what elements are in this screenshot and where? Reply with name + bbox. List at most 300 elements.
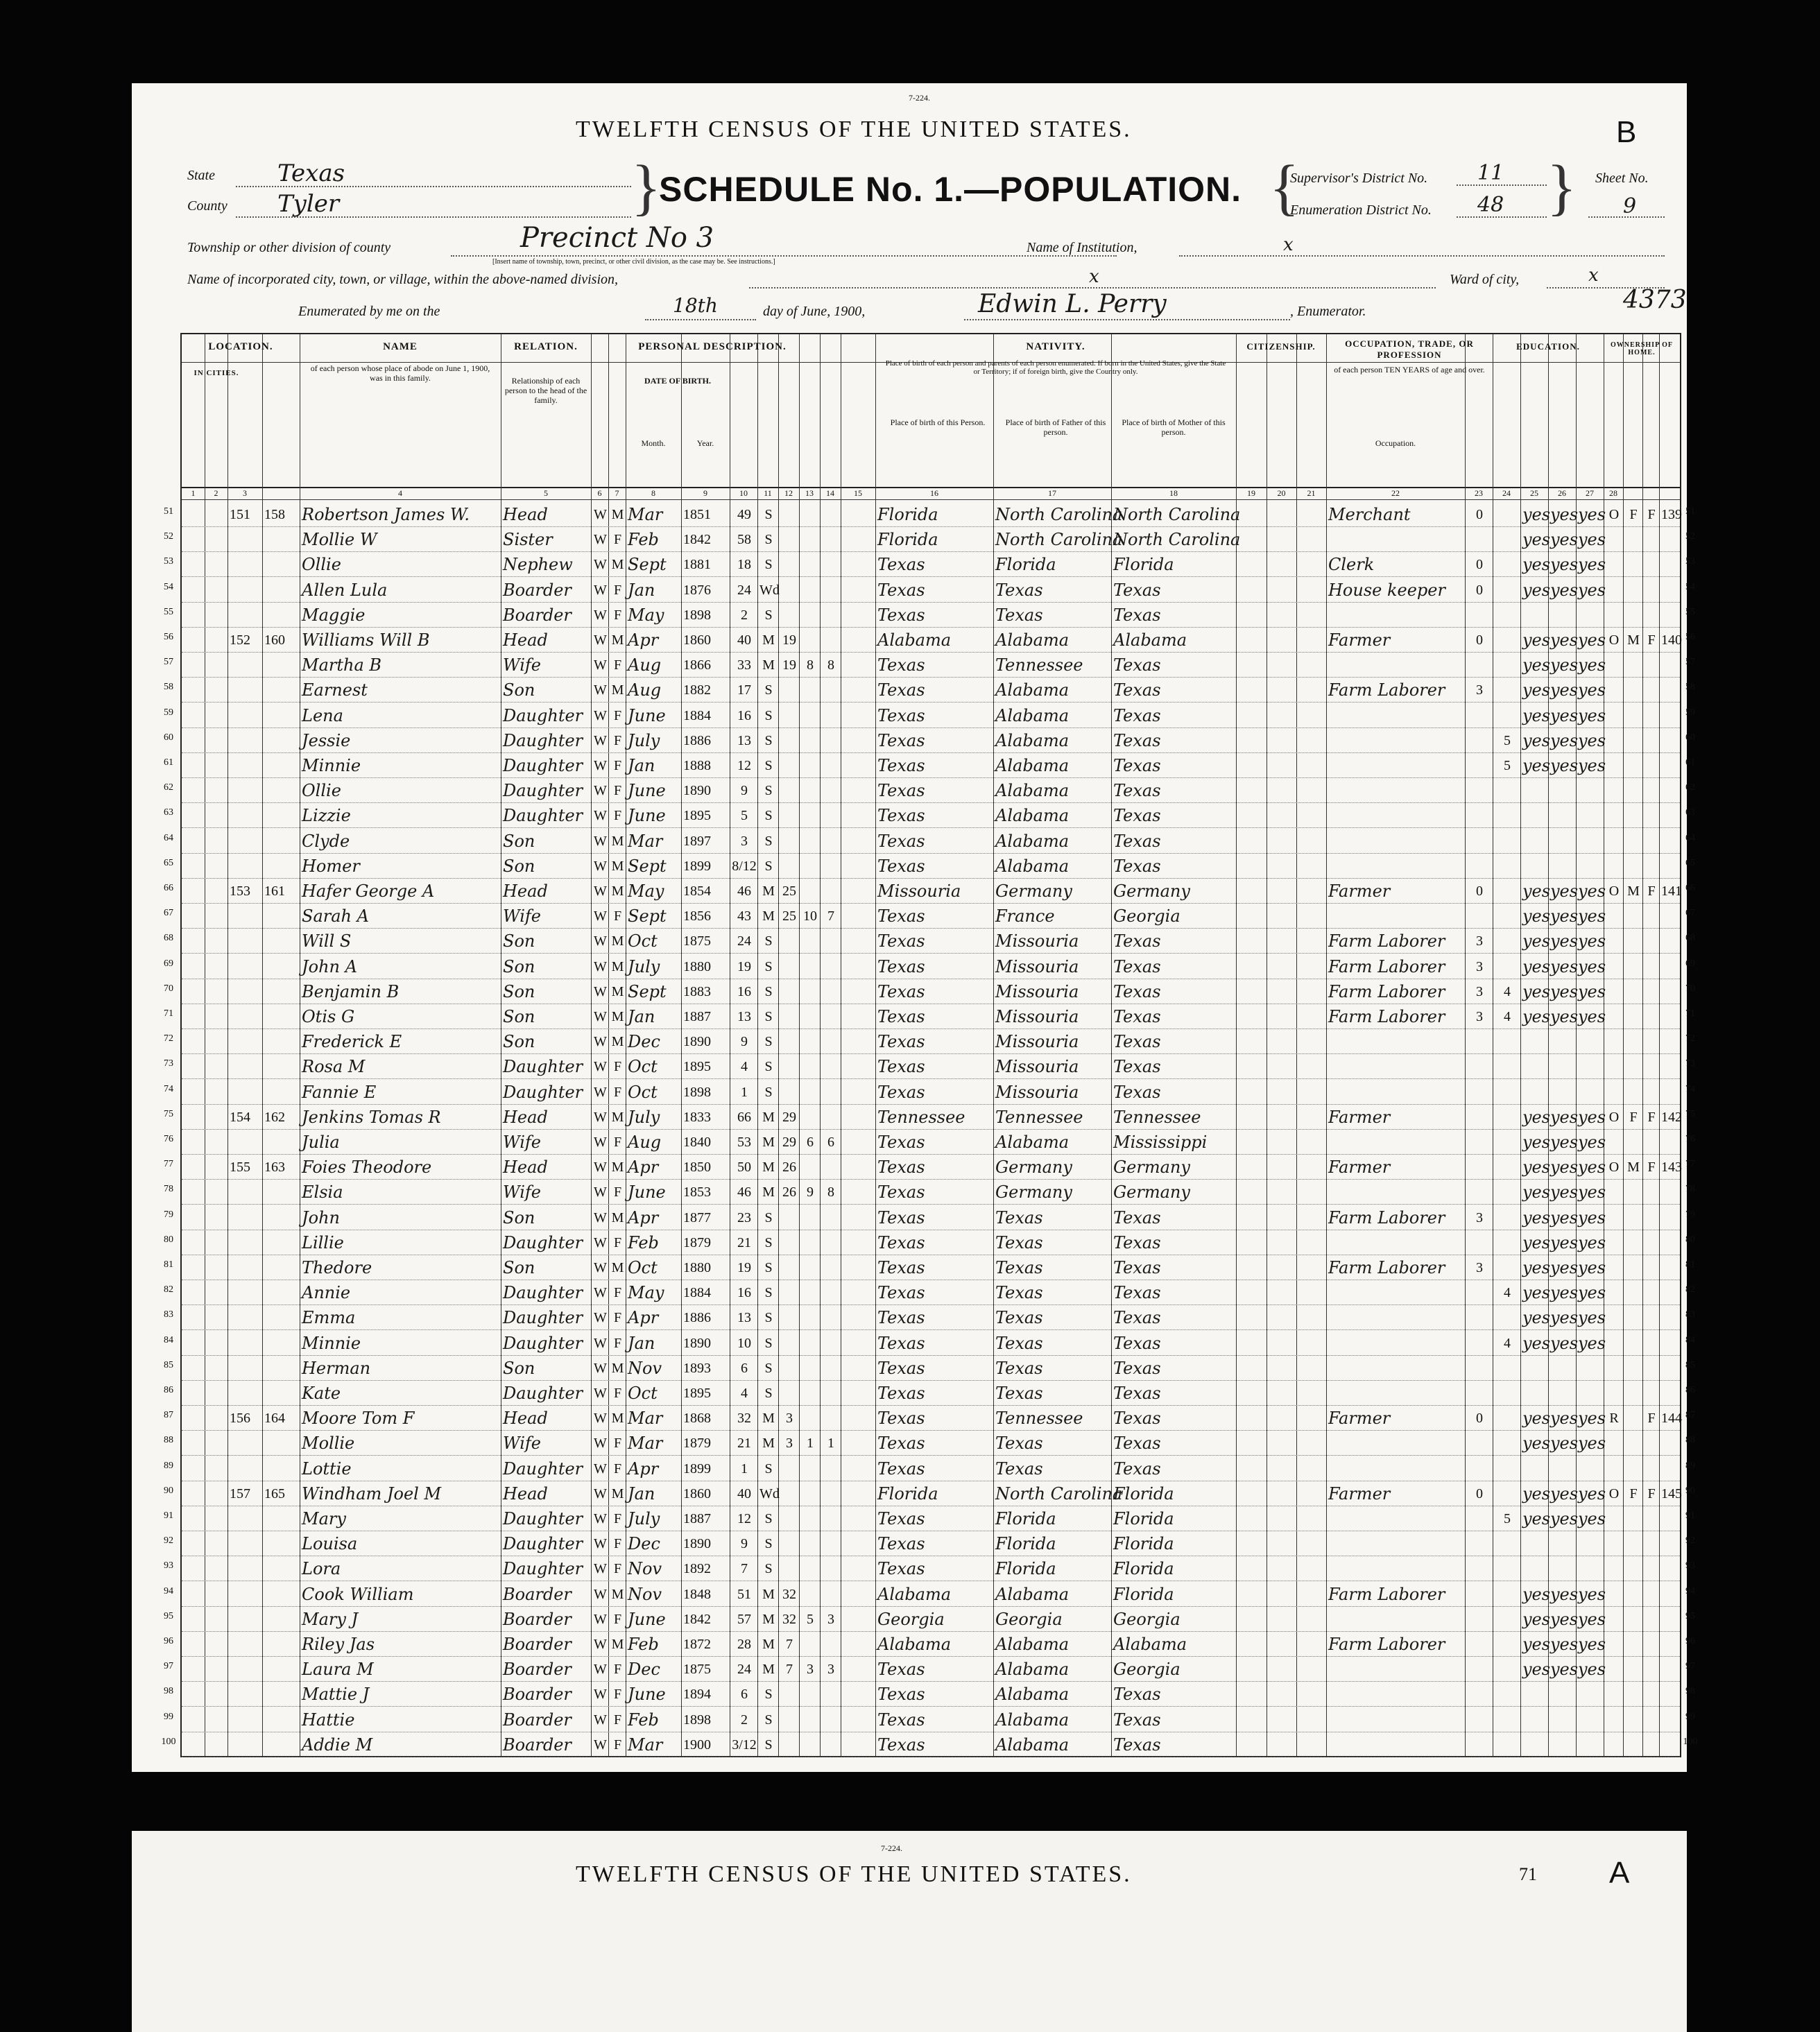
school-cell: 4 [1504,1285,1511,1301]
sex-cell: F [613,1536,622,1552]
month-cell: Mar [628,1734,663,1755]
birth-cell: Texas [877,856,925,876]
occupation-cell: Clerk [1328,555,1375,575]
line-number: 74 [1685,1083,1695,1094]
line-number: 79 [1685,1209,1695,1220]
children-living-cell: 1 [827,1436,834,1452]
age-cell: 9 [741,783,748,799]
population-table [180,333,1681,1757]
month-cell: July [628,730,660,750]
line-number: 90 [1685,1485,1695,1496]
name-description: of each person whose place of abode on June 1, 1900, was in this family. [310,363,490,383]
read-cell: yes [1522,1333,1551,1353]
color-cell: W [594,1687,607,1703]
children-living-cell: 3 [827,1662,834,1678]
read-cell: yes [1522,1635,1551,1654]
line-number: 64 [1685,832,1695,843]
father-birth-cell: Texas [995,1308,1043,1328]
father-birth-cell: Alabama [995,756,1070,775]
occupation-cell: Merchant [1328,505,1411,524]
birth-cell: Texas [877,1333,925,1353]
month-cell: June [628,1685,666,1705]
year-cell: 1895 [683,808,711,824]
read-cell: yes [1522,505,1551,524]
english-cell: yes [1578,956,1606,976]
month-cell: Feb [628,1635,659,1654]
year-cell: 1842 [683,1611,711,1627]
year-cell: 1900 [683,1737,711,1753]
line-number: 76 [1685,1134,1695,1144]
english-cell: yes [1578,655,1606,675]
line-number: 52 [1685,531,1695,542]
marital-cell: S [764,1335,773,1351]
school-cell: 5 [1504,758,1511,773]
read-cell: yes [1522,1308,1551,1328]
relation-cell: Daughter [503,806,583,826]
month-cell: Nov [628,1358,662,1378]
line-number: 63 [164,807,173,818]
year-cell: 1876 [683,582,711,598]
line-number: 87 [164,1410,173,1421]
month-cell: Sept [628,856,667,876]
year-cell: 1890 [683,1536,711,1552]
color-cell: W [594,532,607,548]
line-number: 80 [164,1234,173,1245]
table-row [182,526,1680,552]
column-number: 11 [764,488,772,498]
relation-cell: Son [503,1032,535,1052]
occupation-header: OCCUPATION, TRADE, OR PROFESSION [1345,338,1474,360]
father-birth-cell: Texas [995,1333,1043,1353]
line-number: 51 [1685,506,1695,517]
relation-cell: Head [503,505,548,524]
mother-birth-cell: Texas [1113,730,1161,750]
year-cell: 1893 [683,1360,711,1376]
table-row [182,576,1680,603]
name-cell: Sarah A [302,906,369,927]
table-row [182,551,1680,577]
years-married-cell: 19 [782,657,796,673]
english-cell: yes [1578,1483,1606,1504]
line-number: 67 [1685,908,1695,919]
marital-cell: S [764,1009,773,1024]
years-married-cell: 29 [782,1135,796,1150]
name-cell: Robertson James W. [302,505,470,524]
location-header: LOCATION. [208,341,273,352]
relation-cell: Daughter [503,1082,583,1102]
line-number: 91 [1685,1510,1695,1521]
write-cell: yes [1550,756,1579,775]
read-cell: yes [1522,1283,1551,1303]
month-cell: June [628,781,666,801]
year-cell: 1887 [683,1009,711,1024]
marital-cell: S [764,707,773,723]
mother-birth-cell: North Carolina [1113,505,1241,524]
sex-cell: M [611,1160,624,1176]
enum-district-label: Enumeration District No. [1290,203,1432,218]
family-cell: 165 [264,1486,285,1501]
father-birth-cell: Alabama [995,831,1070,851]
age-cell: 16 [737,707,751,723]
color-cell: W [594,758,607,773]
marital-cell: S [764,1561,773,1577]
census-sheet: 7-224. TWELFTH CENSUS OF THE UNITED STATES. B State Texas County Tyler } SCHEDULE No. 1.—POPULATION. { Supervisor's District No. 11 Enumeration District No. 48 } Sheet No. 9 Township or other division of county Precinct No 3 [Insert name of township, town, precinct, or other civil division, as the case may be. See instructions.] Name of Institution, x Name of incorporated city, town, or village, within the above-named division, x Ward of city, x Enumerated by me on the 18th day of June, 1900, Edwin L. Perry , Enumerator. 4373 LOCATION. IN CITIES. NAME of each person whose place of abode on June 1, 1900, was in this family. RELATION. Relationship of each person to the head of the family. PERSONAL DESCRIPTION. DATE OF BIRTH. Month. Year. NATIVITY. Place of birth of each person and parents of each person enumerated. If born in the United States, give the State or Territory; if of foreign birth, give the Country only. Place of birth of this Person. Place of birth of Father of this person. Place of birth of Mother of this person. CITIZENSHIP. OCCUPATION, TRADE, OR PROFESSION of each person TEN YEARS of age and over. Occupation. EDUCATION. OWNERSHIP OF HOME. 1 2 3 4 5 6 7 8 9 10 11 12 13 14 15 16 17 18 19 20 21 22 23 24 25 26 27 28 151 158 Robertson James W. Head W M Mar 1851 49 S Florida North Carolina North Carolina Merchant 0 yes yes yes O F F 139 Mollie W Sister W F Feb 1842 58 S Florida North Carolina North Carolina yes yes yes Ollie Nephew W M Sept 1881 18 S Texas Florida Florida Clerk 0 yes yes yes Allen Lula Boarder W F Jan 1876 24 Wd Texas Texas Texas House keeper 0 yes yes yes Maggie Boarder W F May 1898 2 S Texas Texas Texas 152 160 Williams Will B Head W M Apr 1860 40 M 19 Alabama Alabama Alabama Farmer 0 yes yes yes O M F 140 Martha B Wife W F Aug 1866 33 M 19 8 8 Texas Tennessee Texas yes yes yes Earnest Son W M Aug 1882 17 S Texas Alabama Texas Farm Laborer 3 yes yes yes Lena Daughter W F June 1884 16 S Texas Alabama Texas yes yes yes Jessie Daughter W F July 1886 13 S Texas Alabama Texas 5 yes yes yes Minnie Daughter W F Jan 1888 12 S Texas Alabama Texas 5 yes yes yes Ollie Daughter W F June 1890 9 S Texas Alabama Texas Lizzie Daughter W F June 1895 5 S Texas Alabama Texas Clyde Son W M Mar 1897 3 S Texas Alabama Texas Homer Son W M Sept 1899 8/12 S Texas Alabama Texas 153 161 Hafer George A Head W M May 1854 46 M 25 Missouria Germany Germany Farmer 0 yes yes yes O M F 141 Sarah A Wife W F Sept 1856 43 M 25 10 7 Texas France Georgia yes yes yes Will S Son W M Oct 1875 24 S Texas Missouria Texas Farm Laborer 3 yes yes yes John A Son W M July 1880 19 S Texas Missouria Texas Farm Laborer 3 yes yes yes Benjamin B Son W M Sept 1883 16 S Texas Missouria Texas Farm Laborer 3 4 yes yes yes Otis G Son W M Jan 1887 13 S Texas Missouria Texas Farm Laborer 3 4 yes yes yes Frederick E Son W M Dec 1890 9 S Texas Missouria Texas Rosa M Daughter W F Oct 1895 4 S Texas Missouria Texas Fannie E Daughter W F Oct 1898 1 S Texas Missouria Texas 154 162 Jenkins Tomas R Head W M July 1833 66 M 29 Tennessee Tennessee Tennessee Farmer yes yes yes O F F 142 Julia Wife W F Aug 1840 53 M 29 6 6 Texas Alabama Mississippi yes yes yes 155 163 Foies Theodore Head W M Apr 1850 50 M 26 Texas Germany Germany Farmer yes yes yes O M F 143 Elsia Wife W F June 1853 46 M 26 9 8 Texas Germany Germany yes yes yes John Son W M Apr 1877 23 S Texas Texas Texas Farm Laborer 3 yes yes yes Lillie Daughter W F Feb 1879 21 S Texas Texas Texas yes yes yes Thedore Son W M Oct 1880 19 S Texas Texas Texas Farm Laborer 3 yes yes yes Annie Daughter W F May 1884 16 S Texas Texas Texas 4 yes yes yes Emma Daughter W F Apr 1886 13 S Texas Texas Texas yes yes yes Minnie Daughter W F Jan 1890 10 S Texas Texas Texas 4 yes yes yes Herman Son W M Nov 1893 6 S Texas Texas Texas Kate Daughter W F Oct 1895 4 S Texas Texas Texas 156 164 Moore Tom F Head W M Mar 1868 32 M 3 Texas Tennessee Texas Farmer 0 yes yes yes R F 144 Mollie Wife W F Mar 1879 21 M 3 1 1 Texas Texas Texas yes yes yes Lottie Daughter W F Apr 1899 1 S Texas Texas Texas 157 165 Windham Joel M Head W M Jan 1860 40 Wd Florida North Carolina Florida Farmer 0 yes yes yes O F F 145 Mary Daughter W F July 1887 12 S Texas Florida Florida 5 yes yes yes Louisa Daughter W F Dec 1890 9 S Texas Florida Florida Lora Daughter W F Nov 1892 7 S Texas Florida Florida Cook William Boarder W M Nov 1848 51 M 32 Alabama Alabama Florida Farm Laborer yes yes yes Mary J Boarder W F June 1842 57 M 32 5 3 Georgia Georgia Georgia yes yes yes Riley Jas Boarder W M Feb 1872 28 M 7 Alabama Alabama Alabama Farm Laborer yes yes yes Laura M Boarder W F Dec 1875 24 M 7 3 3 Texas Alabama Georgia yes yes yes Mattie J Boarder W F June 1894 6 S Texas Alabama Texas Hattie Boarder W F Feb 1898 2 S Texas Alabama Texas Addie M Boarder W F Mar 1900 3/12 S Texas Alabama Texas 51 52 53 54 55 56 57 58 59 60 61 62 63 64 65 66 67 68 69 70 71 72 73 74 75 76 77 78 79 80 81 82 83 84 85 86 87 88 89 90 91 92 93 94 95 96 97 98 99 100 51 52 53 54 55 56 57 58 59 60 61 62 63 64 65 66 67 68 69 70 71 72 73 74 75 76 77 78 79 80 81 82 83 84 85 86 87 88 89 90 91 92 93 94 95 96 97 98 99 100 [132,83,1687,1772]
schedule-cell: 141 [1661,884,1682,899]
birth-cell: Texas [877,1157,925,1178]
city-value: x [1089,266,1099,287]
line-number: 77 [164,1159,173,1170]
line-number: 91 [164,1510,173,1521]
write-cell: yes [1550,1283,1579,1303]
marital-cell: S [764,607,773,623]
color-cell: W [594,933,607,949]
name-cell: Windham Joel M [302,1483,442,1504]
column-number: 20 [1277,488,1286,498]
relation-cell: Son [503,1258,535,1277]
children-born-cell: 6 [807,1135,814,1150]
birth-cell: Texas [877,831,925,851]
birth-cell: Alabama [877,1635,952,1654]
column-number: 13 [805,488,814,498]
read-cell: yes [1522,1157,1551,1178]
column-number: 10 [739,488,748,498]
relation-cell: Daughter [503,1308,583,1328]
year-cell: 1895 [683,1059,711,1075]
month-cell: Apr [628,1458,659,1479]
year-cell: 1850 [683,1160,711,1176]
age-cell: 58 [737,532,751,548]
marital-cell: M [762,1637,775,1652]
english-cell: yes [1578,505,1606,524]
english-cell: yes [1578,1207,1606,1228]
state-value: Texas [277,160,345,187]
father-birth-cell: Alabama [995,1584,1070,1604]
father-birth-cell: France [995,906,1055,927]
line-number: 86 [1685,1385,1695,1395]
enumerated-day: 18th [673,294,718,317]
color-cell: W [594,1712,607,1728]
mother-birth-cell: Germany [1113,1157,1190,1178]
years-married-cell: 26 [782,1160,796,1176]
months-unemployed-cell: 0 [1476,1411,1483,1427]
year-cell: 1880 [683,958,711,974]
marital-cell: S [764,532,773,548]
marital-cell: M [762,1109,775,1125]
table-row [182,676,1680,703]
relation-cell: Son [503,680,535,700]
mother-birth-cell: Texas [1113,1258,1161,1277]
month-cell: Apr [628,1308,659,1328]
months-unemployed-cell: 0 [1476,582,1483,598]
month-cell: June [628,705,666,725]
year-cell: 1899 [683,858,711,874]
father-birth-cell: Texas [995,580,1043,600]
month-cell: Jan [628,756,655,775]
age-cell: 16 [737,1285,751,1301]
name-cell: Mollie [302,1433,355,1454]
marital-cell: S [764,1084,773,1100]
occupation-description: of each person TEN YEARS of age and over. [1334,365,1485,374]
sex-cell: M [611,858,624,874]
english-cell: yes [1578,881,1606,901]
name-cell: Laura M [302,1660,374,1680]
line-number: 59 [164,707,173,718]
year-cell: 1890 [683,783,711,799]
birth-cell: Texas [877,1409,925,1429]
sex-cell: F [613,582,622,598]
marital-cell: M [762,657,775,673]
age-cell: 6 [741,1360,748,1376]
read-cell: yes [1522,1660,1551,1680]
color-cell: W [594,808,607,824]
name-cell: Williams Will B [302,630,430,650]
father-birth-cell: Germany [995,1157,1072,1178]
line-number: 70 [1685,983,1695,994]
name-cell: Jessie [302,730,351,750]
marital-cell: S [764,933,773,949]
read-cell: yes [1522,756,1551,775]
year-cell: 1898 [683,1712,711,1728]
line-number: 72 [164,1033,173,1044]
write-cell: yes [1550,580,1579,600]
birth-cell: Texas [877,1207,925,1228]
line-number: 87 [1685,1410,1695,1421]
read-cell: yes [1522,630,1551,650]
father-birth-cell: Missouria [995,981,1079,1001]
birth-cell: Texas [877,1032,925,1052]
english-cell: yes [1578,555,1606,575]
schedule-title: SCHEDULE No. 1.—POPULATION. [659,170,1242,209]
father-birth-cell: Texas [995,1283,1043,1303]
name-cell: Rosa M [302,1057,366,1077]
relation-cell: Daughter [503,705,583,725]
year-header: Year. [696,438,714,448]
owned-cell: O [1608,1109,1620,1125]
father-birth-cell: Texas [995,1384,1043,1403]
mother-birth-cell: Texas [1113,1283,1161,1303]
mother-birth-cell: Texas [1113,856,1161,876]
table-row [182,1555,1680,1581]
birth-father-header: Place of birth of Father of this person. [1005,417,1106,437]
years-married-cell: 29 [782,1109,796,1125]
color-cell: W [594,1637,607,1652]
column-number: 7 [615,488,619,498]
sex-cell: F [613,1461,622,1476]
english-cell: yes [1578,730,1606,750]
birth-cell: Texas [877,655,925,675]
marital-cell: S [764,1285,773,1301]
write-cell: yes [1550,1660,1579,1680]
birth-cell: Texas [877,956,925,976]
read-cell: yes [1522,881,1551,901]
marital-cell: M [762,1185,775,1200]
column-number: 26 [1558,488,1566,498]
color-cell: W [594,1436,607,1452]
table-row [182,1630,1680,1657]
age-cell: 10 [737,1335,751,1351]
city-label: Name of incorporated city, town, or village, within the above-named division, [187,272,619,287]
read-cell: yes [1522,1107,1551,1127]
month-cell: July [628,1107,660,1127]
english-cell: yes [1578,1258,1606,1277]
year-cell: 1875 [683,933,711,949]
read-cell: yes [1522,931,1551,952]
farm-cell: F [1647,884,1656,899]
name-cell: Homer [302,856,360,876]
years-married-cell: 32 [782,1586,796,1602]
table-row [182,1304,1680,1330]
age-cell: 21 [737,1234,751,1250]
birth-cell: Texas [877,756,925,775]
enumerated-suffix: day of June, 1900, [763,304,866,319]
write-cell: yes [1550,630,1579,650]
table-row [182,1178,1680,1205]
farm-cell: F [1647,1109,1656,1125]
marital-cell: Wd [759,1486,780,1501]
mother-birth-cell: Mississippi [1113,1133,1208,1152]
age-cell: 50 [737,1160,751,1176]
color-cell: W [594,783,607,799]
year-cell: 1842 [683,532,711,548]
mother-birth-cell: Texas [1113,931,1161,952]
year-cell: 1897 [683,833,711,849]
english-cell: yes [1578,530,1606,550]
sex-cell: M [611,557,624,573]
age-cell: 24 [737,1662,751,1678]
color-cell: W [594,1461,607,1476]
table-row [182,1429,1680,1456]
read-cell: yes [1522,1409,1551,1429]
birth-cell: Texas [877,1057,925,1077]
mother-birth-cell: Texas [1113,1032,1161,1052]
color-cell: W [594,1034,607,1050]
sex-cell: F [613,808,622,824]
english-cell: yes [1578,756,1606,775]
write-cell: yes [1550,1258,1579,1277]
occupation-cell: Farmer [1328,1409,1391,1429]
write-cell: yes [1550,705,1579,725]
age-cell: 46 [737,884,751,899]
birth-cell: Alabama [877,630,952,650]
marital-cell: S [764,1260,773,1275]
age-cell: 32 [737,1411,751,1427]
name-cell: Elsia [302,1182,343,1203]
mother-birth-cell: Florida [1113,1534,1174,1554]
english-cell: yes [1578,1107,1606,1127]
english-cell: yes [1578,1283,1606,1303]
sex-cell: F [613,1185,622,1200]
mother-birth-cell: Florida [1113,1509,1174,1529]
line-number: 78 [1685,1184,1695,1195]
color-cell: W [594,958,607,974]
line-number: 95 [164,1610,173,1621]
age-cell: 24 [737,933,751,949]
english-cell: yes [1578,1584,1606,1604]
owned-cell: O [1608,1486,1620,1501]
months-unemployed-cell: 0 [1476,632,1483,648]
line-number: 74 [164,1083,173,1094]
write-cell: yes [1550,1409,1579,1429]
mother-birth-cell: Texas [1113,1358,1161,1378]
mother-birth-cell: Texas [1113,1409,1161,1429]
write-cell: yes [1550,655,1579,675]
enumerated-label: Enumerated by me on the [298,304,440,319]
color-cell: W [594,1084,607,1100]
marital-cell: S [764,1737,773,1753]
name-cell: Moore Tom F [302,1409,415,1429]
column-number: 18 [1169,488,1178,498]
state-label: State [187,168,215,183]
name-cell: Lena [302,705,343,725]
age-cell: 43 [737,909,751,924]
line-number: 57 [164,657,173,668]
mother-birth-cell: Texas [1113,756,1161,775]
table-row [182,1581,1680,1607]
color-cell: W [594,1135,607,1150]
name-cell: Mattie J [302,1685,370,1705]
occupation-cell: Farm Laborer [1328,1258,1445,1277]
line-number: 86 [164,1385,173,1395]
table-row [182,1254,1680,1280]
age-cell: 46 [737,1185,751,1200]
line-number: 81 [164,1259,173,1270]
marital-cell: S [764,732,773,748]
marital-cell: S [764,1234,773,1250]
month-cell: Nov [628,1559,662,1579]
relation-cell: Daughter [503,1458,583,1479]
sex-cell: F [613,1335,622,1351]
occupation-sub-header: Occupation. [1375,438,1416,448]
years-married-cell: 7 [786,1637,793,1652]
color-cell: W [594,632,607,648]
father-birth-cell: Alabama [995,1660,1070,1680]
relation-cell: Wife [503,655,542,675]
marital-cell: S [764,858,773,874]
sex-cell: M [611,958,624,974]
month-cell: July [628,956,660,976]
personal-description-header: PERSONAL DESCRIPTION. [638,341,787,352]
year-cell: 1875 [683,1662,711,1678]
citizenship-header: CITIZENSHIP. [1246,341,1316,352]
sex-cell: M [611,983,624,999]
school-cell: 5 [1504,1511,1511,1526]
month-cell: June [628,1609,666,1629]
color-cell: W [594,682,607,698]
relation-cell: Daughter [503,1232,583,1252]
months-unemployed-cell: 0 [1476,1486,1483,1501]
year-cell: 1856 [683,909,711,924]
sex-cell: F [613,1662,622,1678]
table-row [182,1078,1680,1105]
relation-cell: Boarder [503,580,572,600]
name-cell: Lizzie [302,806,351,826]
column-number: 17 [1048,488,1056,498]
month-cell: Mar [628,505,663,524]
write-cell: yes [1550,1157,1579,1178]
line-number: 53 [164,556,173,567]
sex-cell: M [611,833,624,849]
children-born-cell: 10 [803,909,817,924]
age-cell: 21 [737,1436,751,1452]
father-birth-cell: Texas [995,1232,1043,1252]
free-cell: M [1627,1160,1640,1176]
write-cell: yes [1550,730,1579,750]
dwelling-cell: 152 [230,632,250,648]
father-birth-cell: North Carolina [995,1483,1123,1504]
marital-cell: M [762,884,775,899]
mother-birth-cell: Texas [1113,781,1161,801]
age-cell: 19 [737,958,751,974]
